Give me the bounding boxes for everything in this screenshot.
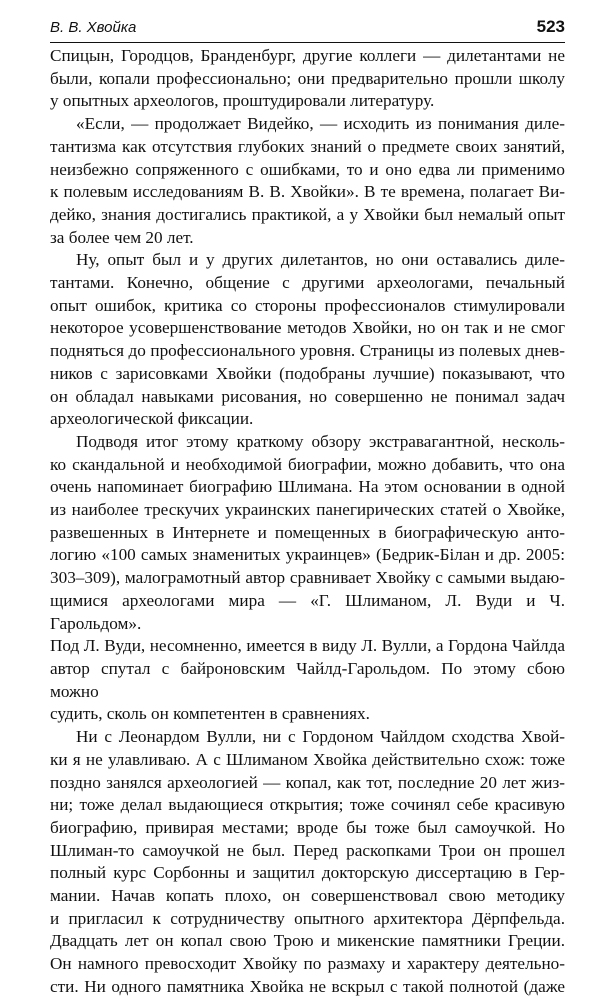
text-line: у опытных археологов, проштудировали литературу. xyxy=(50,91,435,111)
text-line: тантизма как отсутствия глубоких знаний о предмете своих занятий, xyxy=(50,136,565,156)
text-line: и пригласил к сотрудничеству опытного архитектора Дёрпфельда. xyxy=(50,908,565,928)
text-line: развешенных в Интернете и помещенных в биографическую анто- xyxy=(50,522,565,542)
text-line: логию «100 самых знаменитых украинцев» (Бедрик-Білан и др. 2005: xyxy=(50,545,565,565)
text-line: ников с зарисовками Хвойки (подобраны лучшие) показывают, что xyxy=(50,363,565,383)
text-line: Ни с Леонардом Вулли, ни с Гордоном Чайлдом сходства Хвой- xyxy=(76,727,565,747)
paragraph-1 xyxy=(50,45,565,113)
text-line: ки я не улавливаю. А с Шлиманом Хвойка действительно схож: тоже xyxy=(50,749,565,769)
text-line: за более чем 20 лет. xyxy=(50,227,194,247)
text-line: неизбежно сопряженного с ошибками, то и оно едва ли применимо xyxy=(50,159,565,179)
text-line: опыт ошибок, критика со стороны профессионалов стимулировали xyxy=(50,295,565,315)
text-line: 303–309), малограмотный автор сравнивает Хвойку с самыми выдаю- xyxy=(50,568,565,588)
header-rule xyxy=(50,42,565,43)
text-line: из наиболее трескучих украинских панегирических статей о Хвойке, xyxy=(50,500,565,520)
paragraph-4 xyxy=(50,431,565,726)
text-line: очень напоминает биографию Шлимана. На этом основании в одной xyxy=(50,477,565,497)
text-line: дейко, знания достигались практикой, а у Хвойки был немалый опыт xyxy=(50,204,565,224)
text-line: автор спутал с байроновским Чайлд-Гарольдом. По этому сбою можно xyxy=(50,658,565,701)
running-header-author: В. В. Хвойка xyxy=(50,19,137,36)
text-line: судить, сколь он компетентен в сравнениях. xyxy=(50,704,370,724)
text-line: «Если, — продолжает Видейко, — исходить из понимания диле- xyxy=(76,114,565,134)
text-line: к полевым исследованиям В. В. Хвойки». В те времена, полагает Ви- xyxy=(50,182,565,202)
text-line: Подводя итог этому краткому обзору экстравагантной, несколь- xyxy=(76,431,565,451)
paragraph-2 xyxy=(50,113,565,249)
text-line: Под Л. Вуди, несомненно, имеется в виду Л. Вулли, а Гордона Чайлда xyxy=(50,636,565,656)
running-header xyxy=(50,18,565,42)
text-line: щимися археологами мира — «Г. Шлиманом, Л. Вуди и Ч. Гарольдом». xyxy=(50,590,565,633)
text-line: тантами. Конечно, общение с другими археологами, печальный xyxy=(50,273,565,293)
text-line: сти. Ни одного памятника Хвойка не вскрыл с такой полнотой (даже xyxy=(50,976,565,996)
text-line: полный курс Сорбонны и защитил докторскую диссертацию в Гер- xyxy=(50,863,565,883)
text-line: Ну, опыт был и у других дилетантов, но они оставались диле- xyxy=(76,250,565,270)
text-line: мании. Начав копать плохо, он совершенствовал свою методику xyxy=(50,886,565,906)
text-line: Шлиман-то самоучкой не был. Перед раскопками Трои он прошел xyxy=(50,840,565,860)
text-line: он обладал навыками рисования, но совершенно не понимал задач xyxy=(50,386,565,406)
paragraph-5 xyxy=(50,726,565,998)
text-line: Он намного превосходит Хвойку по размаху и характеру деятельно- xyxy=(50,954,565,974)
text-line: Спицын, Городцов, Бранденбург, другие коллеги — дилетантами не xyxy=(50,46,565,65)
text-line: были, копали профессионально; они предварительно прошли школу xyxy=(50,68,565,88)
text-line: Двадцать лет он копал свою Трою и микенские памятники Греции. xyxy=(50,931,565,951)
text-line: подняться до профессионального уровня. Страницы из полевых днев- xyxy=(50,341,565,361)
text-line: ни; тоже делал выдающиеся открытия; тоже сочинял себе красивую xyxy=(50,795,565,815)
text-line: некоторое усовершенствование методов Хвойки, но он так и не смог xyxy=(50,318,565,338)
body-text xyxy=(50,45,565,999)
paragraph-3 xyxy=(50,249,565,431)
page-number: 523 xyxy=(536,17,565,36)
text-line: биографию, привирая местами; вроде бы тоже был самоучкой. Но xyxy=(50,817,565,837)
text-line: ко скандальной и необходимой биографии, можно добавить, что она xyxy=(50,454,565,474)
text-line: археологической фиксации. xyxy=(50,409,254,429)
text-line: поздно занялся археологией — копал, как тот, последние 20 лет жиз- xyxy=(50,772,565,792)
